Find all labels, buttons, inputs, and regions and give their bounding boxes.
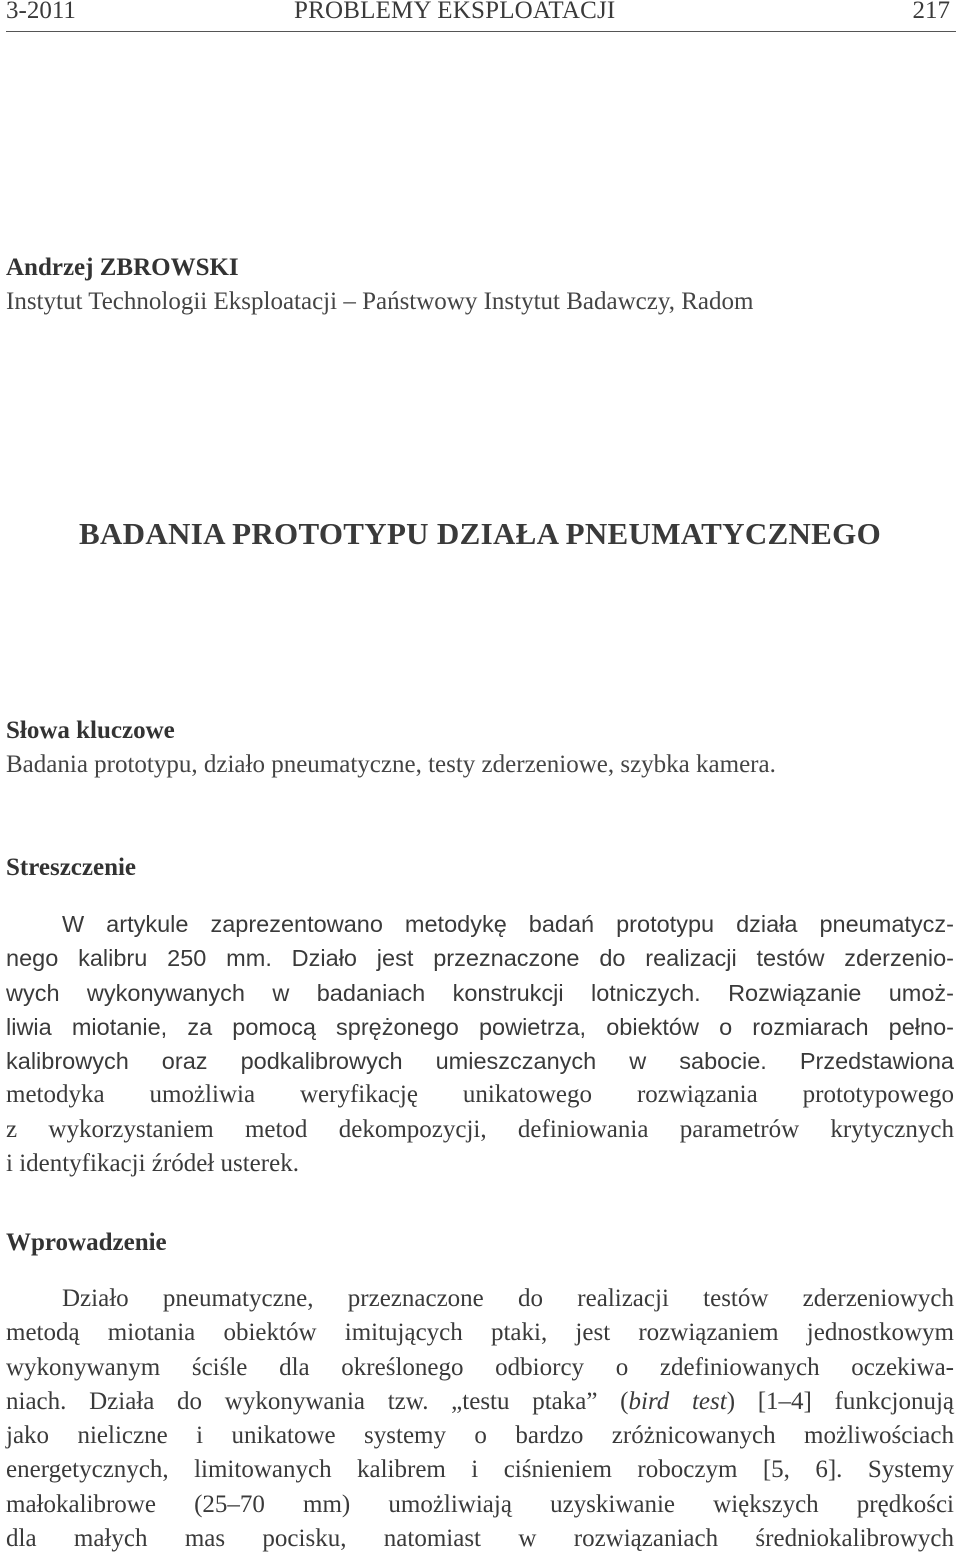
abstract-line: kalibrowych oraz podkalibrowych umieszczanych w sabocie. Przedstawiona [6, 1048, 954, 1075]
intro-text: ) [1–4] funkcjonują [726, 1387, 955, 1415]
intro-line: energetycznych, limitowanych kalibrem i ciśnieniem roboczym [5, 6]. Systemy [6, 1456, 954, 1484]
abstract-line: metodyka umożliwia weryfikację unikatowego rozwiązania prototypowego [6, 1081, 954, 1109]
header-rule [6, 31, 956, 32]
keywords-heading: Słowa kluczowe [6, 717, 175, 744]
page-number: 217 [912, 0, 950, 24]
abstract-line: wych wykonywanych w badaniach konstrukcji lotniczych. Rozwiązanie umoż- [6, 979, 954, 1006]
introduction-body [6, 1282, 954, 1556]
abstract-line: z wykorzystaniem metod dekompozycji, definiowania parametrów krytycznych [6, 1115, 954, 1143]
abstract-line: nego kalibru 250 mm. Działo jest przeznaczone do realizacji testów zderzenio- [6, 945, 954, 972]
issue-number: 3-2011 [6, 0, 76, 24]
intro-text: niach. Działa do wykonywania tzw. „testu ptaka” ( [6, 1387, 629, 1415]
running-header [6, 0, 956, 32]
intro-line: jako nieliczne i unikatowe systemy o bardzo zróżnicowanych możliwościach [6, 1422, 954, 1450]
italic-term: bird test [628, 1387, 727, 1415]
intro-line: dla małych mas pocisku, natomiast w rozwiązaniach średniokalibrowych [6, 1525, 954, 1553]
intro-line: Działo pneumatyczne, przeznaczone do realizacji testów zderzeniowych [62, 1285, 954, 1312]
paper-title: BADANIA PROTOTYPU DZIAŁA PNEUMATYCZNEGO [79, 516, 881, 551]
author-name: Andrzej ZBROWSKI [6, 254, 239, 281]
abstract-line: i identyfikacji źródeł usterek. [6, 1150, 299, 1178]
intro-line: małokalibrowe (25–70 mm) umożliwiają uzyskiwanie większych prędkości [6, 1490, 954, 1518]
intro-line-with-italic [6, 1385, 954, 1419]
abstract-line: liwia miotanie, za pomocą sprężonego powietrza, obiektów o rozmiarach pełno- [6, 1013, 954, 1040]
intro-line: metodą miotania obiektów imitujących ptaki, jest rozwiązaniem jednostkowym [6, 1319, 954, 1347]
journal-name: PROBLEMY EKSPLOATACJI [294, 0, 616, 24]
intro-line: wykonywanym ściśle dla określonego odbiorcy o zdefiniowanych oczekiwa- [6, 1353, 954, 1381]
introduction-heading: Wprowadzenie [6, 1229, 167, 1256]
abstract-body [6, 907, 954, 1181]
abstract-heading: Streszczenie [6, 854, 137, 881]
author-affiliation: Instytut Technologii Eksploatacji – Państwowy Instytut Badawczy, Radom [6, 288, 754, 315]
abstract-line: W artykule zaprezentowano metodykę badań prototypu działa pneumatycz- [62, 911, 954, 937]
keywords-text: Badania prototypu, działo pneumatyczne, testy zderzeniowe, szybka kamera. [6, 751, 776, 778]
